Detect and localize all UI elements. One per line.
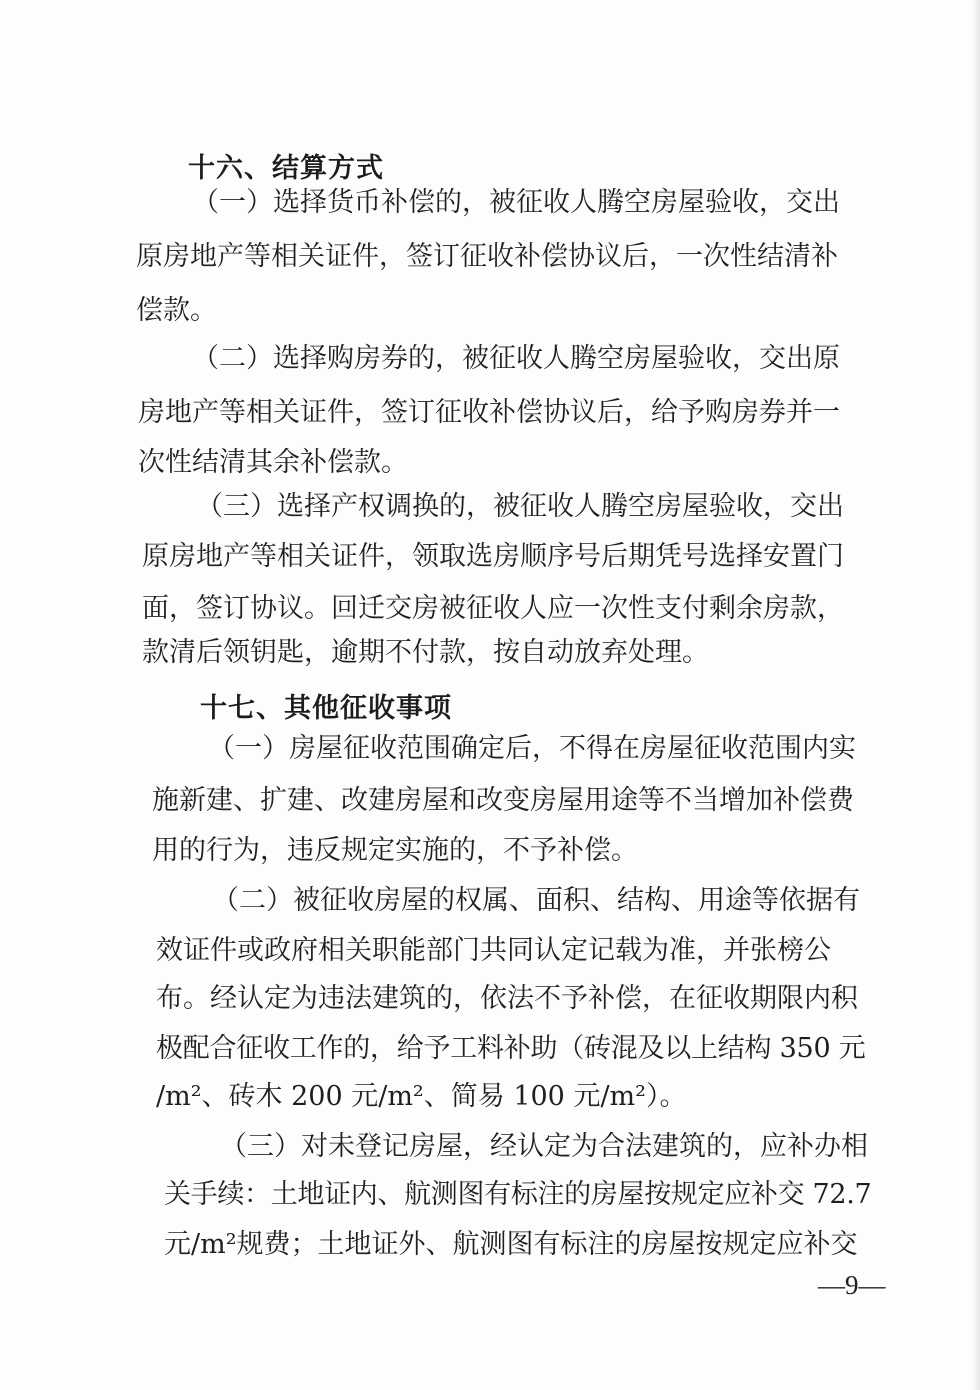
section-heading-17: 十七、其他征收事项	[200, 693, 452, 724]
paragraph-line: 关手续：土地证内、航测图有标注的房屋按规定应补交 72.7	[164, 1179, 872, 1210]
paragraph-line: 原房地产等相关证件，领取选房顺序号后期凭号选择安置门	[142, 541, 844, 572]
paragraph-line: （一）选择货币补偿的，被征收人腾空房屋验收，交出	[192, 187, 840, 218]
paragraph-line: 原房地产等相关证件，签订征收补偿协议后，一次性结清补	[136, 241, 838, 272]
paragraph-line: 次性结清其余补偿款。	[138, 447, 408, 478]
section-heading-16: 十六、结算方式	[188, 153, 384, 184]
paragraph-line: 房地产等相关证件，签订征收补偿协议后，给予购房券并一	[138, 397, 840, 428]
page-edge-shadow	[972, 0, 980, 1390]
paragraph-line: （三）选择产权调换的，被征收人腾空房屋验收，交出	[196, 491, 844, 522]
paragraph-line: 元/m²规费；土地证外、航测图有标注的房屋按规定应补交	[164, 1229, 858, 1260]
paragraph-line: 偿款。	[136, 295, 217, 326]
paragraph-line: 面，签订协议。回迁交房被征收人应一次性支付剩余房款，	[142, 593, 844, 624]
paragraph-line: 用的行为，违反规定实施的，不予补偿。	[152, 835, 638, 866]
paragraph-line: /m²、砖木 200 元/m²、简易 100 元/m²）。	[156, 1081, 687, 1112]
page-number: —9—	[818, 1270, 886, 1300]
paragraph-line: 效证件或政府相关职能部门共同认定记载为准，并张榜公	[156, 935, 831, 966]
paragraph-line: （三）对未登记房屋，经认定为合法建筑的，应补办相	[220, 1131, 868, 1162]
paragraph-line: （二）选择购房券的，被征收人腾空房屋验收，交出原	[192, 343, 840, 374]
paragraph-line: 极配合征收工作的，给予工料补助（砖混及以上结构 350 元	[156, 1033, 866, 1064]
paragraph-line: 布。经认定为违法建筑的，依法不予补偿，在征收期限内积	[156, 983, 858, 1014]
paragraph-line: （二）被征收房屋的权属、面积、结构、用途等依据有	[212, 885, 860, 916]
paragraph-line: 施新建、扩建、改建房屋和改变房屋用途等不当增加补偿费	[152, 785, 854, 816]
paragraph-line: （一）房屋征收范围确定后，不得在房屋征收范围内实	[208, 733, 856, 764]
paragraph-line: 款清后领钥匙，逾期不付款，按自动放弃处理。	[142, 637, 709, 668]
